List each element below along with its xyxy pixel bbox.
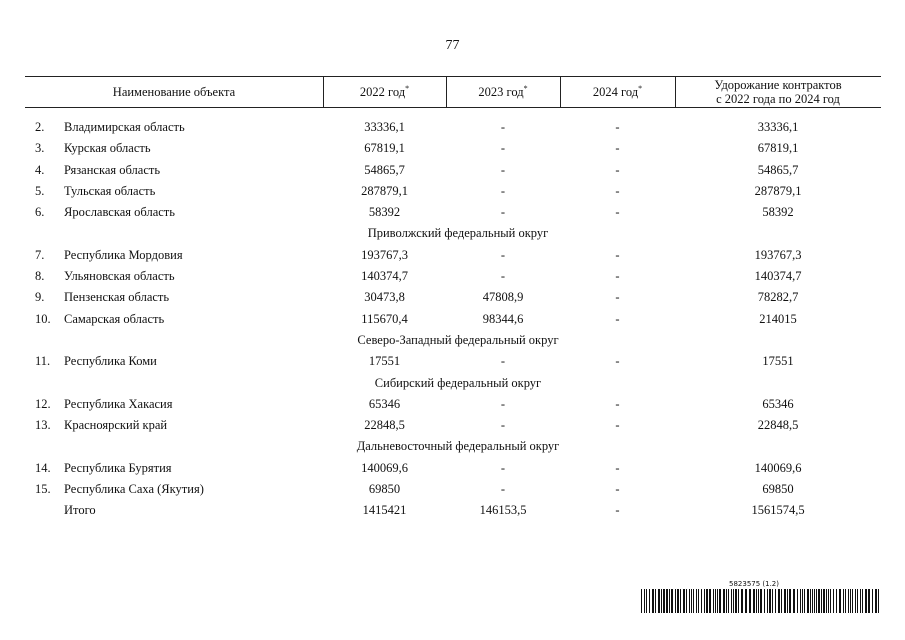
barcode-bar bbox=[833, 589, 834, 613]
barcode-bar bbox=[852, 589, 853, 613]
footnote-mark: * bbox=[405, 84, 410, 93]
cell-total: 33336,1 bbox=[757, 120, 799, 134]
cell-2022: 22848,5 bbox=[364, 418, 405, 433]
barcode-bar bbox=[802, 589, 803, 613]
barcode-bar bbox=[758, 589, 759, 613]
cell-2023: - bbox=[500, 418, 506, 433]
barcode bbox=[641, 580, 881, 613]
barcode-bar bbox=[717, 589, 718, 613]
barcode-bar bbox=[862, 589, 863, 613]
cell-2024: - bbox=[615, 503, 620, 518]
barcode-bar bbox=[649, 589, 650, 613]
cell-2022: 54865,7 bbox=[364, 162, 405, 177]
cell-2023: - bbox=[500, 183, 506, 198]
cell-2023: - bbox=[500, 354, 506, 369]
barcode-bar bbox=[855, 589, 856, 613]
barcode-bar bbox=[745, 589, 747, 613]
barcode-bar bbox=[713, 589, 714, 613]
barcode-bar bbox=[818, 589, 820, 613]
cell-total: 17551 bbox=[762, 354, 794, 369]
cell-2024: - bbox=[615, 162, 620, 177]
barcode-bar bbox=[816, 589, 817, 613]
section-row bbox=[0, 223, 905, 244]
cell-2024: - bbox=[615, 141, 620, 156]
header-name-label: Наименование объекта bbox=[112, 85, 236, 99]
cell-total: 54865,7 bbox=[757, 162, 799, 177]
cell-2022: 287879,1 bbox=[361, 183, 408, 198]
barcode-bar bbox=[821, 589, 822, 613]
barcode-bar bbox=[793, 589, 795, 613]
barcode-bar bbox=[733, 589, 734, 613]
barcode-bar bbox=[680, 589, 681, 613]
cell-2022: 67819,1 bbox=[364, 141, 405, 156]
section-title: Сибирский федеральный округ bbox=[374, 375, 542, 390]
page-number: 77 bbox=[445, 38, 460, 53]
table-row bbox=[0, 500, 905, 521]
section-row bbox=[0, 373, 905, 394]
cell-total: 1561574,5 bbox=[751, 503, 805, 518]
row-number: 9. bbox=[35, 290, 45, 305]
cell-total: 22848,5 bbox=[757, 418, 799, 433]
cell-total: 140069,6 bbox=[754, 460, 802, 475]
table-row bbox=[0, 138, 905, 159]
barcode-bar bbox=[868, 589, 870, 613]
cell-2022: 58392 bbox=[368, 205, 401, 220]
section-title: Северо-Западный федеральный округ bbox=[357, 332, 559, 347]
barcode-bar bbox=[741, 589, 743, 613]
cell-2022: 193767,3 bbox=[361, 247, 408, 262]
row-name: Самарская область bbox=[64, 311, 165, 326]
table-row bbox=[0, 479, 905, 500]
barcode-bar bbox=[772, 589, 773, 613]
header-2023-label: 2023 год bbox=[478, 85, 524, 99]
barcode-bar bbox=[839, 589, 841, 613]
row-name: Владимирская область bbox=[64, 120, 185, 134]
cell-2022: 115670,4 bbox=[361, 311, 408, 326]
barcode-bar bbox=[704, 589, 705, 613]
barcode-bar bbox=[738, 589, 739, 613]
cell-2024: - bbox=[615, 311, 620, 326]
barcode-bar bbox=[641, 589, 642, 613]
barcode-bar bbox=[787, 589, 788, 613]
header-name bbox=[25, 77, 323, 107]
barcode-bar bbox=[845, 589, 846, 613]
row-name: Республика Коми bbox=[64, 354, 157, 369]
barcode-bar bbox=[728, 589, 729, 613]
section-title: Приволжский федеральный округ bbox=[367, 226, 549, 241]
barcode-caption: 5823575 (1.2) bbox=[729, 580, 779, 588]
barcode-bar bbox=[675, 589, 676, 613]
row-name: Республика Хакасия bbox=[64, 396, 173, 411]
barcode-bar bbox=[753, 589, 755, 613]
row-name: Ярославская область bbox=[64, 205, 175, 220]
barcode-bar bbox=[778, 589, 780, 613]
barcode-bar bbox=[655, 589, 656, 613]
cell-2023: - bbox=[500, 162, 506, 177]
barcode-bar bbox=[715, 589, 716, 613]
row-name: Курская область bbox=[64, 141, 151, 156]
barcode-bar bbox=[826, 589, 827, 613]
row-number: 8. bbox=[35, 269, 45, 284]
barcode-bar bbox=[807, 589, 809, 613]
header-2022 bbox=[323, 77, 446, 107]
barcode-bar bbox=[836, 589, 837, 613]
cell-2022: 65346 bbox=[368, 396, 401, 411]
cell-total: 67819,1 bbox=[757, 141, 799, 156]
barcode-bar bbox=[663, 589, 665, 613]
row-number: 6. bbox=[35, 205, 45, 220]
barcode-bar bbox=[823, 589, 825, 613]
barcode-bar bbox=[789, 589, 791, 613]
row-name: Тульская область bbox=[64, 183, 156, 198]
row-number: 4. bbox=[35, 162, 45, 177]
barcode-bar bbox=[666, 589, 668, 613]
barcode-bar bbox=[683, 589, 685, 613]
barcode-bar bbox=[850, 589, 851, 613]
cell-2023: - bbox=[500, 205, 506, 220]
barcode-bar bbox=[775, 589, 776, 613]
cell-total: 78282,7 bbox=[757, 290, 799, 305]
cell-2023: - bbox=[500, 482, 506, 497]
footnote-mark: * bbox=[523, 84, 528, 93]
barcode-bar bbox=[726, 589, 727, 613]
cell-total: 214015 bbox=[759, 311, 797, 326]
barcode-bar bbox=[865, 589, 867, 613]
table-row bbox=[0, 415, 905, 436]
cell-2024: - bbox=[615, 205, 620, 220]
barcode-bar bbox=[857, 589, 858, 613]
cell-total: 193767,3 bbox=[754, 247, 802, 262]
barcode-bar bbox=[781, 589, 782, 613]
cell-total: 65346 bbox=[762, 396, 794, 411]
cell-total: 58392 bbox=[762, 205, 794, 220]
cell-2024: - bbox=[615, 247, 620, 262]
barcode-bar bbox=[878, 589, 879, 613]
barcode-bar bbox=[652, 589, 654, 613]
table-row bbox=[0, 287, 905, 308]
row-number: 15. bbox=[35, 482, 51, 497]
barcode-bar bbox=[872, 589, 873, 613]
barcode-bar bbox=[709, 589, 711, 613]
cell-2023: - bbox=[500, 120, 506, 134]
row-number: 7. bbox=[35, 247, 45, 262]
row-name: Рязанская область bbox=[64, 162, 161, 177]
barcode-bar bbox=[671, 589, 673, 613]
cell-2022: 30473,8 bbox=[364, 290, 405, 305]
cell-2024: - bbox=[615, 269, 620, 284]
cell-2023: 98344,6 bbox=[482, 311, 524, 326]
cell-2024: - bbox=[615, 482, 620, 497]
barcode-bar bbox=[706, 589, 708, 613]
table-row bbox=[0, 181, 905, 202]
barcode-bar bbox=[875, 589, 877, 613]
table-row bbox=[0, 266, 905, 287]
header-2024-label: 2024 год bbox=[592, 85, 639, 99]
barcode-bar bbox=[689, 589, 690, 613]
row-number: 3. bbox=[35, 141, 45, 156]
cell-2023: - bbox=[500, 460, 506, 475]
barcode-bar bbox=[848, 589, 849, 613]
barcode-bar bbox=[644, 589, 645, 613]
header-2022-label: 2022 год bbox=[359, 85, 406, 99]
row-name: Пензенская область bbox=[64, 290, 170, 305]
barcode-bar bbox=[767, 589, 768, 613]
barcode-bar bbox=[764, 589, 765, 613]
barcode-bar bbox=[797, 589, 798, 613]
barcode-bar bbox=[669, 589, 670, 613]
barcode-bar bbox=[686, 589, 687, 613]
table-row bbox=[0, 117, 905, 138]
row-number: 5. bbox=[35, 183, 45, 198]
table-row bbox=[0, 245, 905, 266]
barcode-bar bbox=[646, 589, 647, 613]
barcode-bar bbox=[812, 589, 813, 613]
barcode-bar bbox=[800, 589, 801, 613]
section-row bbox=[0, 330, 905, 351]
table-row bbox=[0, 160, 905, 181]
table-body bbox=[0, 117, 905, 522]
row-name: Красноярский край bbox=[64, 418, 168, 433]
header-total bbox=[675, 77, 881, 107]
barcode-bar bbox=[693, 589, 694, 613]
barcode-bar bbox=[701, 589, 702, 613]
row-name: Республика Бурятия bbox=[64, 460, 172, 475]
section-title: Дальневосточный федеральный округ bbox=[356, 439, 560, 454]
row-number: 14. bbox=[35, 460, 51, 475]
cell-2023: - bbox=[500, 141, 506, 156]
row-name: Ульяновская область bbox=[64, 269, 175, 284]
barcode-bar bbox=[691, 589, 692, 613]
section-row bbox=[0, 436, 905, 457]
table-row bbox=[0, 351, 905, 372]
cell-2024: - bbox=[615, 120, 620, 134]
barcode-bar bbox=[860, 589, 861, 613]
barcode-image bbox=[641, 589, 881, 613]
barcode-bar bbox=[723, 589, 725, 613]
cell-2022: 17551 bbox=[368, 354, 401, 369]
table-row bbox=[0, 458, 905, 479]
cell-2023: - bbox=[500, 269, 506, 284]
cell-2022: 33336,1 bbox=[364, 120, 405, 134]
barcode-bar bbox=[661, 589, 662, 613]
barcode-bar bbox=[677, 589, 679, 613]
row-number: 2. bbox=[35, 120, 45, 134]
barcode-bar bbox=[735, 589, 737, 613]
row-number: 13. bbox=[35, 418, 51, 433]
row-number: 12. bbox=[35, 396, 51, 411]
barcode-bar bbox=[749, 589, 751, 613]
header-bottom-rule bbox=[25, 107, 881, 108]
cell-2024: - bbox=[615, 396, 620, 411]
table-row bbox=[0, 202, 905, 223]
barcode-bar bbox=[828, 589, 829, 613]
barcode-bar bbox=[769, 589, 771, 613]
cell-total: 140374,7 bbox=[754, 269, 802, 284]
barcode-bar bbox=[719, 589, 721, 613]
row-name: Республика Саха (Якутия) bbox=[64, 482, 204, 497]
cell-2024: - bbox=[615, 183, 620, 198]
row-name: Итого bbox=[64, 503, 96, 518]
cell-2023: - bbox=[500, 396, 506, 411]
cell-2022: 140069,6 bbox=[361, 460, 408, 475]
cell-2023: 47808,9 bbox=[482, 290, 524, 305]
barcode-bar bbox=[698, 589, 699, 613]
barcode-bar bbox=[843, 589, 844, 613]
barcode-bar bbox=[814, 589, 815, 613]
barcode-bar bbox=[784, 589, 786, 613]
row-name: Республика Мордовия bbox=[64, 247, 183, 262]
row-number: 10. bbox=[35, 311, 51, 326]
table-row bbox=[0, 309, 905, 330]
table-row bbox=[0, 394, 905, 415]
cell-total: 69850 bbox=[762, 482, 794, 497]
cell-2022: 1415421 bbox=[362, 503, 407, 518]
cell-2024: - bbox=[615, 460, 620, 475]
cell-2023: - bbox=[500, 247, 506, 262]
header-2024 bbox=[560, 77, 675, 107]
footnote-mark: * bbox=[638, 84, 643, 93]
header-2023 bbox=[446, 77, 560, 107]
cell-2022: 140374,7 bbox=[361, 269, 408, 284]
header-total-line2: с 2022 года по 2024 год bbox=[716, 92, 840, 106]
barcode-bar bbox=[658, 589, 660, 613]
barcode-bar bbox=[756, 589, 757, 613]
cell-2024: - bbox=[615, 290, 620, 305]
cell-2024: - bbox=[615, 354, 620, 369]
cell-total: 287879,1 bbox=[754, 183, 802, 198]
cell-2024: - bbox=[615, 418, 620, 433]
barcode-bar bbox=[830, 589, 831, 613]
header-total-line1: Удорожание контрактов bbox=[714, 78, 842, 92]
row-number: 11. bbox=[35, 354, 51, 369]
cell-2022: 69850 bbox=[368, 482, 401, 497]
barcode-bar bbox=[760, 589, 762, 613]
barcode-bar bbox=[810, 589, 811, 613]
barcode-bar bbox=[731, 589, 732, 613]
barcode-bar bbox=[696, 589, 697, 613]
cell-2023: 146153,5 bbox=[479, 503, 527, 518]
barcode-bar bbox=[804, 589, 805, 613]
